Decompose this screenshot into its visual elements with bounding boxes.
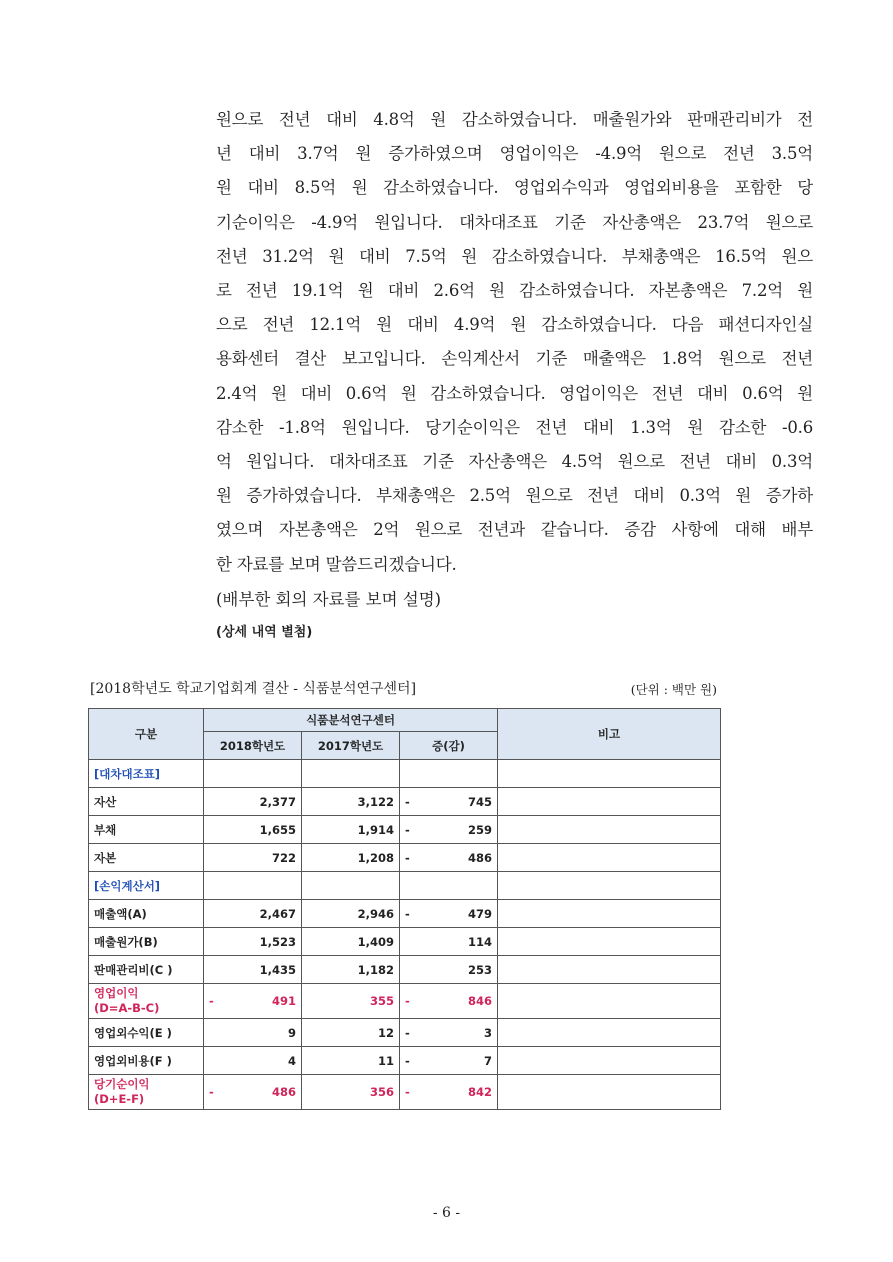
- empty-cell: [204, 760, 302, 788]
- note-cell: [498, 844, 721, 872]
- value-diff-cell: [400, 956, 498, 984]
- diff-sign: -: [405, 1053, 410, 1068]
- header-note: 비고: [498, 709, 721, 760]
- section-title: [대차대조표]: [89, 760, 204, 788]
- body-line: 기순이익은 -4.9억 원입니다. 대차대조표 기준 자산총액은 23.7억 원으로: [216, 212, 813, 232]
- body-line: 용화센터 결산 보고입니다. 손익계산서 기준 매출액은 1.8억 원으로 전년: [216, 349, 813, 369]
- empty-cell: [498, 760, 721, 788]
- note-cell: [498, 1047, 721, 1075]
- row-label: 자산: [94, 794, 117, 809]
- table-row: [89, 1047, 721, 1075]
- diff-value: 479: [468, 906, 493, 921]
- value-diff-cell: [400, 1075, 498, 1110]
- row-label: 매출액(A): [94, 906, 147, 921]
- diff-value: 486: [468, 850, 493, 865]
- value-2018-sign: -: [209, 1085, 214, 1099]
- value-2018: 1,655: [259, 822, 296, 837]
- value-2018-cell: [204, 984, 302, 1019]
- diff-sign: -: [405, 822, 410, 837]
- row-label-cell: [89, 1047, 204, 1075]
- empty-cell: [498, 872, 721, 900]
- value-2017: 1,182: [302, 956, 400, 984]
- note-cell: [498, 1019, 721, 1047]
- row-label-cell: [89, 844, 204, 872]
- value-diff-cell: [400, 788, 498, 816]
- value-2018-cell: [204, 956, 302, 984]
- financial-table: [88, 708, 721, 1110]
- value-2017: 2,946: [302, 900, 400, 928]
- value-2017: 3,122: [302, 788, 400, 816]
- note-cell: [498, 900, 721, 928]
- table-row: [89, 900, 721, 928]
- value-2018-cell: [204, 816, 302, 844]
- value-2018: 2,377: [259, 794, 296, 809]
- diff-value: 7: [484, 1053, 493, 1068]
- note-cell: [498, 928, 721, 956]
- header-center: 식품분석연구센터: [204, 709, 498, 732]
- row-label: 영업이익: [94, 986, 139, 1000]
- row-label-cell: [89, 816, 204, 844]
- body-line: 감소한 -1.8억 원입니다. 당기순이익은 전년 대비 1.3억 원 감소한 -0.6: [216, 417, 813, 437]
- row-label: 자본: [94, 850, 117, 865]
- value-diff-cell: [400, 1047, 498, 1075]
- value-2018-cell: [204, 928, 302, 956]
- diff-value: 253: [468, 962, 493, 977]
- table-row: [89, 816, 721, 844]
- body-line: 원으로 전년 대비 4.8억 원 감소하였습니다. 매출원가와 판매관리비가 전: [216, 110, 813, 129]
- value-2018: 2,467: [259, 906, 296, 921]
- value-2018-cell: [204, 1075, 302, 1110]
- value-2018: 722: [271, 850, 296, 865]
- body-line: 억 원입니다. 대차대조표 기준 자산총액은 4.5억 원으로 전년 대비 0.3억: [216, 452, 813, 472]
- row-label-cell: [89, 1019, 204, 1047]
- diff-value: 745: [468, 794, 493, 809]
- body-line: 2.4억 원 대비 0.6억 원 감소하였습니다. 영업이익은 전년 대비 0.6억 원: [216, 383, 813, 403]
- header-2018: 2018학년도: [204, 732, 302, 760]
- body-line: 년 대비 3.7억 원 증가하였으며 영업이익은 -4.9억 원으로 전년 3.5억: [216, 144, 813, 164]
- value-2018: 491: [271, 994, 296, 1008]
- value-2018: 486: [271, 1085, 296, 1099]
- table-title: [2018학년도 학교기업회계 결산 - 식품분석연구센터]: [90, 681, 417, 697]
- value-2018-sign: -: [209, 994, 214, 1008]
- diff-value: 3: [484, 1025, 493, 1040]
- value-2017: 1,409: [302, 928, 400, 956]
- table-row: [89, 928, 721, 956]
- value-2018: 1,435: [259, 962, 296, 977]
- meeting-note: (배부한 회의 자료를 보며 설명): [216, 590, 442, 609]
- note-cell: [498, 956, 721, 984]
- annex-note: (상세 내역 별첨): [216, 625, 313, 640]
- table-header-row: [89, 709, 721, 732]
- note-cell: [498, 1075, 721, 1110]
- row-label-cell: [89, 900, 204, 928]
- value-2018: 9: [287, 1025, 296, 1040]
- diff-sign: -: [405, 850, 410, 865]
- table-row: [89, 956, 721, 984]
- diff-sign: -: [405, 1085, 410, 1099]
- diff-sign: -: [405, 1025, 410, 1040]
- row-label-cell: [89, 984, 204, 1019]
- value-2018-cell: [204, 1047, 302, 1075]
- value-2018-cell: [204, 788, 302, 816]
- row-label: 영업외비용(F ): [94, 1053, 172, 1068]
- row-label: 영업외수익(E ): [94, 1025, 172, 1040]
- body-line: 한 자료를 보며 말씀드리겠습니다.: [216, 554, 457, 574]
- header-category: 구분: [89, 709, 204, 760]
- diff-sign: -: [405, 794, 410, 809]
- value-2017: 356: [302, 1075, 400, 1110]
- body-line: 원 증가하였습니다. 부채총액은 2.5억 원으로 전년 대비 0.3억 원 증가하: [216, 486, 813, 506]
- row-label-formula: (D=A-B-C): [94, 1001, 160, 1015]
- header-diff: 증(감): [400, 732, 498, 760]
- diff-sign: -: [405, 994, 410, 1008]
- row-label: 매출원가(B): [94, 934, 158, 949]
- diff-value: 842: [468, 1085, 493, 1099]
- value-2017: 11: [302, 1047, 400, 1075]
- row-label-formula: (D+E-F): [94, 1092, 145, 1106]
- table-row: [89, 1019, 721, 1047]
- row-label-cell: [89, 788, 204, 816]
- diff-value: 846: [468, 994, 493, 1008]
- value-2018: 1,523: [259, 934, 296, 949]
- note-cell: [498, 984, 721, 1019]
- diff-value: 114: [468, 934, 493, 949]
- empty-cell: [302, 760, 400, 788]
- value-2018-cell: [204, 900, 302, 928]
- value-2018-cell: [204, 844, 302, 872]
- note-cell: [498, 816, 721, 844]
- unit-label: (단위 : 백만 원): [630, 682, 717, 697]
- value-2017: 12: [302, 1019, 400, 1047]
- body-line: 으로 전년 12.1억 원 대비 4.9억 원 감소하였습니다. 다음 패션디자인실: [216, 315, 813, 335]
- value-2017: 1,914: [302, 816, 400, 844]
- value-2017: 355: [302, 984, 400, 1019]
- section-row: [89, 872, 721, 900]
- row-label-cell: [89, 956, 204, 984]
- table-row: [89, 1075, 721, 1110]
- empty-cell: [204, 872, 302, 900]
- value-2018: 4: [287, 1053, 296, 1068]
- note-cell: [498, 788, 721, 816]
- value-diff-cell: [400, 928, 498, 956]
- table-row: [89, 844, 721, 872]
- row-label: 부채: [94, 822, 117, 837]
- body-line: 였으며 자본총액은 2억 원으로 전년과 같습니다. 증감 사항에 대해 배부: [216, 520, 813, 540]
- row-label: 판매관리비(C ): [94, 962, 173, 977]
- diff-value: 259: [468, 822, 493, 837]
- body-paragraph: [216, 103, 813, 582]
- row-label-cell: [89, 928, 204, 956]
- row-label-cell: [89, 1075, 204, 1110]
- diff-sign: -: [405, 906, 410, 921]
- body-line: 원 대비 8.5억 원 감소하였습니다. 영업외수익과 영업외비용을 포함한 당: [216, 178, 813, 198]
- table-row: [89, 788, 721, 816]
- value-diff-cell: [400, 984, 498, 1019]
- body-line: 전년 31.2억 원 대비 7.5억 원 감소하였습니다. 부채총액은 16.5억 원으: [216, 246, 813, 266]
- table-row: [89, 984, 721, 1019]
- value-2018-cell: [204, 1019, 302, 1047]
- value-diff-cell: [400, 1019, 498, 1047]
- body-line: 로 전년 19.1억 원 대비 2.6억 원 감소하였습니다. 자본총액은 7.2억 원: [216, 281, 813, 301]
- row-label: 당기순이익: [94, 1077, 150, 1091]
- empty-cell: [302, 872, 400, 900]
- value-2017: 1,208: [302, 844, 400, 872]
- section-row: [89, 760, 721, 788]
- value-diff-cell: [400, 816, 498, 844]
- header-2017: 2017학년도: [302, 732, 400, 760]
- empty-cell: [400, 872, 498, 900]
- section-title: [손익계산서]: [89, 872, 204, 900]
- value-diff-cell: [400, 844, 498, 872]
- page-number: - 6 -: [432, 1205, 461, 1221]
- empty-cell: [400, 760, 498, 788]
- value-diff-cell: [400, 900, 498, 928]
